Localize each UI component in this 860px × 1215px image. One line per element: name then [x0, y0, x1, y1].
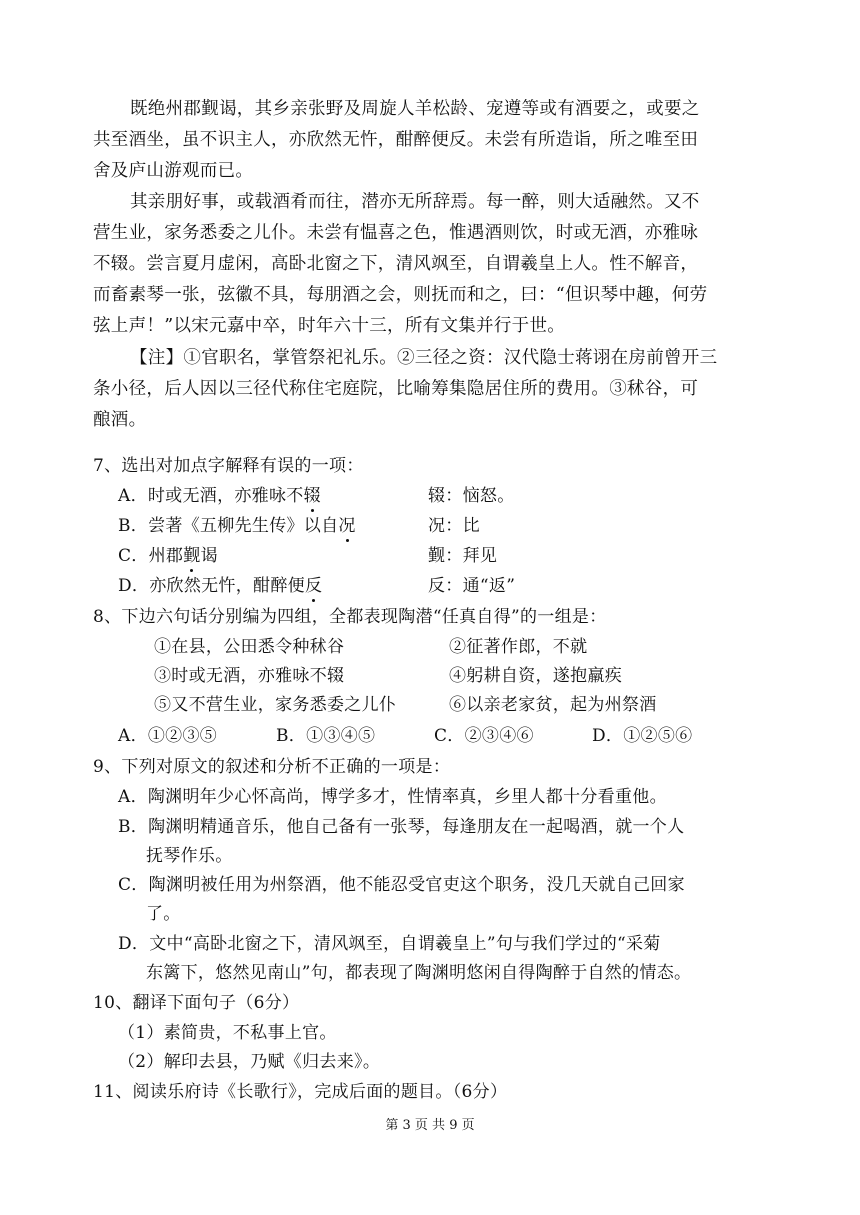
- question-10-stem: 10、翻译下面句子（6分）: [93, 993, 300, 1013]
- q8-item: ⑥以亲老家贫，起为州祭酒: [449, 695, 657, 715]
- q9-option-c-cont: 了。: [146, 904, 181, 924]
- question-8-stem: 8、下边六句话分别编为四组，全都表现陶潜“任真自得”的一组是：: [93, 607, 607, 627]
- q8-option-d: D．①②⑤⑥: [592, 726, 693, 746]
- passage-line: 而畜素琴一张，弦徽不具，每朋酒之会，则抚而和之，曰：“但识琴中趣，何劳: [93, 285, 708, 305]
- q7-option-c-text: C．州郡: [118, 546, 184, 566]
- note-line: 【注】①官职名，掌管祭祀礼乐。②三径之资：汉代隐士蒋诩在房前曾开三: [130, 348, 718, 368]
- q7-option-c: [118, 545, 218, 567]
- passage-line: 营生业，家务悉委之儿仆。未尝有愠喜之色，惟遇酒则饮，时或无酒，亦雅咏: [93, 223, 699, 243]
- q8-item: ④躬耕自资，遂抱羸疾: [449, 666, 622, 686]
- q10-sentence: （1）素简贵，不私事上官。: [118, 1023, 337, 1043]
- emphasis-dot-char: 况: [338, 516, 356, 536]
- q7-option-c-explanation: 觐：拜见: [428, 546, 498, 566]
- question-11-stem: 11、阅读乐府诗《长歌行》，完成后面的题目。（6分）: [93, 1082, 508, 1102]
- q8-option-c: C．②③④⑥: [434, 726, 534, 746]
- passage-line: 既绝州郡觐谒，其乡亲张野及周旋人羊松龄、宠遵等或有酒要之，或要之: [130, 99, 700, 119]
- q7-option-b-text: B．尝著《五柳先生传》以自: [118, 516, 339, 536]
- q9-option-a: A．陶渊明年少心怀高尚，博学多才，性情率真，乡里人都十分看重他。: [118, 787, 667, 807]
- q10-sentence: （2）解印去县，乃赋《归去来》。: [118, 1052, 381, 1072]
- question-7-stem: 7、选出对加点字解释有误的一项：: [93, 456, 364, 476]
- q7-option-a: [118, 485, 321, 507]
- passage-line: 舍及庐山游观而已。: [93, 161, 254, 181]
- q9-option-d: D．文中“高卧北窗之下，清风飒至，自谓羲皇上”句与我们学过的“采菊: [118, 934, 661, 954]
- passage-line: 弦上声！”以宋元嘉中卒，时年六十三，所有文集并行于世。: [93, 316, 566, 336]
- note-line: 酿酒。: [93, 410, 147, 430]
- q8-item: ②征著作郎，不就: [449, 637, 588, 657]
- passage-line: 其亲朋好事，或载酒肴而往，潜亦无所辞焉。每一醉，则大适融然。又不: [130, 192, 700, 212]
- q7-option-d: [118, 575, 322, 597]
- passage-line: 共至酒坐，虽不识主人，亦欣然无忤，酣醉便反。未尝有所造诣，所之唯至田: [93, 130, 699, 150]
- passage-line: 不辍。尝言夏月虚闲，高卧北窗之下，清风飒至，自谓羲皇上人。性不解音，: [93, 254, 699, 274]
- q8-option-b: B．①③④⑤: [276, 726, 376, 746]
- q7-option-a-text: A．时或无酒，亦雅咏不: [118, 486, 304, 506]
- q7-option-b-explanation: 况：比: [428, 516, 480, 536]
- emphasis-dot-char: 反: [304, 576, 323, 596]
- question-9-stem: 9、下列对原文的叙述和分析不正确的一项是：: [93, 757, 451, 777]
- q8-item: ③时或无酒，亦雅咏不辍: [154, 666, 345, 686]
- q7-option-c-text-end: 谒: [200, 546, 218, 566]
- page-number: 第 3 页 共 9 页: [385, 1118, 475, 1133]
- q8-option-a: A．①②③⑤: [118, 726, 218, 746]
- q7-option-b: [118, 515, 356, 537]
- emphasis-dot-char: 觐: [183, 546, 201, 566]
- emphasis-dot-char: 辍: [303, 486, 321, 506]
- q9-option-b: B．陶渊明精通音乐，他自己备有一张琴，每逢朋友在一起喝酒，就一个人: [118, 817, 685, 837]
- q7-option-a-explanation: 辍：恼怒。: [428, 486, 515, 506]
- q7-option-d-explanation: 反：通“返”: [428, 576, 516, 596]
- q9-option-b-cont: 抚琴作乐。: [146, 846, 233, 866]
- q8-item: ①在县，公田悉令种秫谷: [154, 637, 345, 657]
- note-line: 条小径，后人因以三径代称住宅庭院，比喻筹集隐居住所的费用。③秫谷，可: [93, 379, 699, 399]
- q9-option-c: C．陶渊明被任用为州祭酒，他不能忍受官吏这个职务，没几天就自己回家: [118, 875, 685, 895]
- q8-item: ⑤又不营生业，家务悉委之儿仆: [154, 695, 397, 715]
- q7-option-d-text: D．亦欣然无忤，酣醉便: [118, 576, 305, 596]
- q9-option-d-cont: 东篱下，悠然见南山”句，都表现了陶渊明悠闲自得陶醉于自然的情态。: [146, 963, 692, 983]
